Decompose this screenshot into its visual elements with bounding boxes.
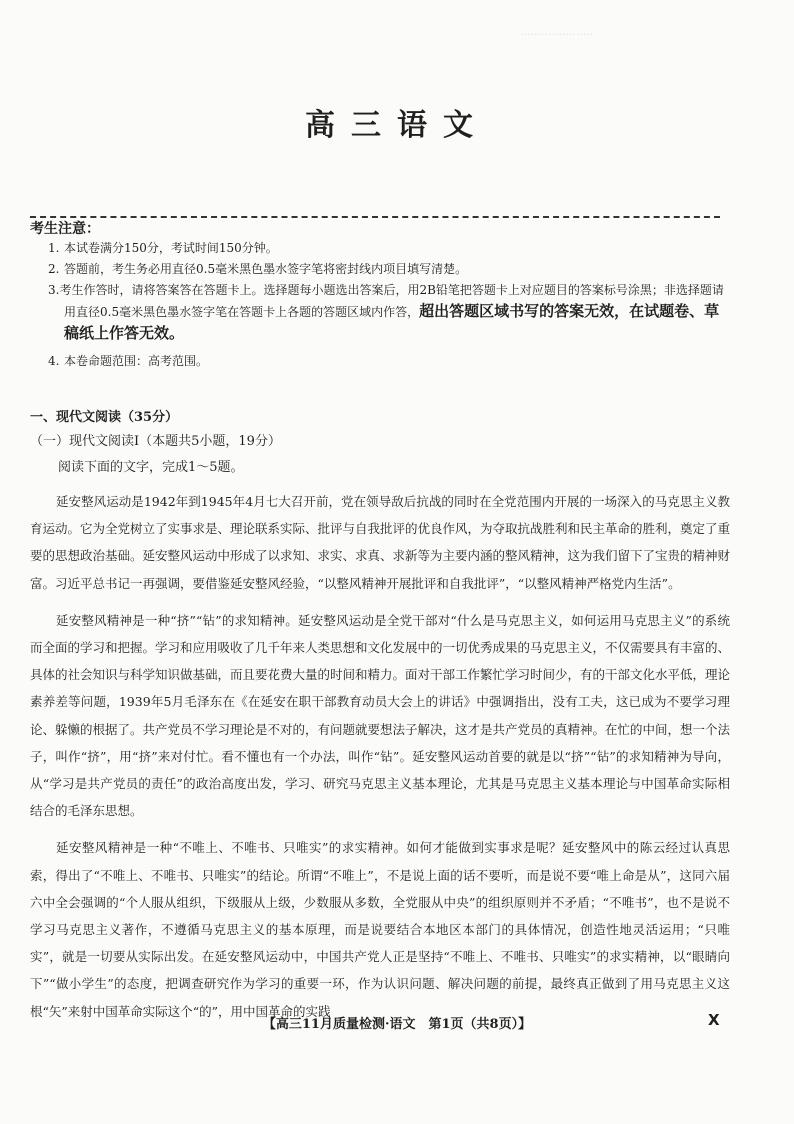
notice-heading: 考生注意： bbox=[30, 221, 100, 237]
notice-item bbox=[30, 351, 730, 372]
notice-item-number: 3. bbox=[48, 283, 60, 297]
passage-paragraph: 延安整风运动是1942年到1945年4月七大召开前，党在领导敌后抗战的同时在全党范围内开展的一场深入的马克思主义教育运动。它为全党树立了实事求是、理论联系实际、批评与自我批评的优良作风，为夺取抗战胜利和民主革命的胜利，奠定了重要的思想政治基础。延安整风运动中形成了以求知、求实、求真、求新等为主要内涵的整风精神，这为我们留下了宝贵的精神财富。习近平总书记一再强调，要借鉴延安整风经验，“以整风精神开展批评和自我批评”，“以整风精神严格党内生活”。 bbox=[30, 494, 731, 591]
notice-item-number: 1. bbox=[48, 241, 60, 255]
notice-item-text: 本卷命题范围：高考范围。 bbox=[64, 354, 209, 368]
notice-item-text: 考生作答时，请将答案答在答题卡上。选择题每小题选出答案后，用2B铅笔把答题卡上对应题目的答案标号涂黑；非选择题请用直径0.5毫米黑色墨水签字笔在答题卡上各题的答题区域内作答， bbox=[59, 283, 724, 319]
notice-item bbox=[30, 238, 730, 259]
reading-passage bbox=[30, 488, 730, 1025]
notice-item-text: 答题前，考生务必用直径0.5毫米黑色墨水签字笔将密封线内项目填写清楚。 bbox=[64, 262, 468, 276]
notice-item-number: 4. bbox=[48, 354, 60, 368]
passage-paragraph: 延安整风精神是一种“挤”“钻”的求知精神。延安整风运动是全党干部对“什么是马克思主义，如何运用马克思主义”的系统而全面的学习和把握。学习和应用吸收了几千年来人类思想和文化发展中的一切优秀成果的马克思主义，不仅需要具有丰富的、具体的社会知识与科学知识做基础，而且要花费大量的时间和精力。面对干部工作繁忙学习时间少，有的干部文化水平低，理论素养差等问题，1939年5月毛泽东在《在延安在职干部教育动员大会上的讲话》中强调指出，没有工夫，这已成为不要学习理论、躲懒的根据了。共产党员不学习理论是不对的，有问题就要想法子解决，这才是共产党员的真精神。在忙的中间，想一个法子，叫作“挤”，用“挤”来对付忙。看不懂也有一个办法，叫作“钻”。延安整风运动首要的就是以“挤”“钻”的求知精神为导向，从“学习是共产党员的责任”的政治高度出发，学习、研究马克思主义基本理论，尤其是马克思主义基本理论与中国革命实际相结合的毛泽东思想。 bbox=[30, 612, 731, 819]
section-heading: 一、现代文阅读（35分） bbox=[30, 410, 179, 425]
reading-instruction: 阅读下面的文字，完成1～5题。 bbox=[58, 460, 244, 475]
notice-list bbox=[30, 238, 730, 372]
version-mark: X bbox=[708, 1011, 720, 1029]
page-title: 高三语文 bbox=[305, 108, 489, 143]
notice-item-text: 本试卷满分150分，考试时间150分钟。 bbox=[64, 241, 278, 255]
section-subheading: （一）现代文阅读Ⅰ（本题共5小题，19分） bbox=[30, 434, 281, 449]
notice-item bbox=[30, 259, 730, 280]
notice-item bbox=[30, 280, 730, 345]
dashed-divider bbox=[30, 216, 720, 218]
passage-paragraph: 延安整风精神是一种“不唯上、不唯书、只唯实”的求实精神。如何才能做到实事求是呢？延安整风中的陈云经过认真思索，得出了“不唯上、不唯书、只唯实”的结论。所谓“不唯上”，不是说上面的话不要听，而是说不要“唯上命是从”，这同六届六中全会强调的“个人服从组织，下级服从上级，少数服从多数，全党服从中央”的组织原则并不矛盾；“不唯书”，也不是说不学习马克思主义著作，不遵循马克思主义的基本原理，而是说要结合本地区本部门的具体情况，创造性地灵活运用；“只唯实”，就是一切要从实际出发。在延安整风运动中，中国共产党人正是坚持“不唯上、不唯书、只唯实”的求实精神，以“眼睛向下”“做小学生”的态度，把调查研究作为学习的重要一环，作为认识问题、解决问题的前提，最终真正做到了用马克思主义这根“矢”来射中国革命实际这个“的”，用中国革命的实践 bbox=[30, 840, 730, 1019]
notice-emphasis-text: 超出答题区域书写的答案无效，在试题卷、草稿纸上作答无效。 bbox=[64, 302, 720, 342]
notice-item-number: 2. bbox=[48, 262, 60, 276]
bleed-through-text: ····················· bbox=[520, 28, 594, 41]
page-footer: 【高三11月质量检测·语文 第1页（共8页）】 bbox=[262, 1017, 532, 1032]
